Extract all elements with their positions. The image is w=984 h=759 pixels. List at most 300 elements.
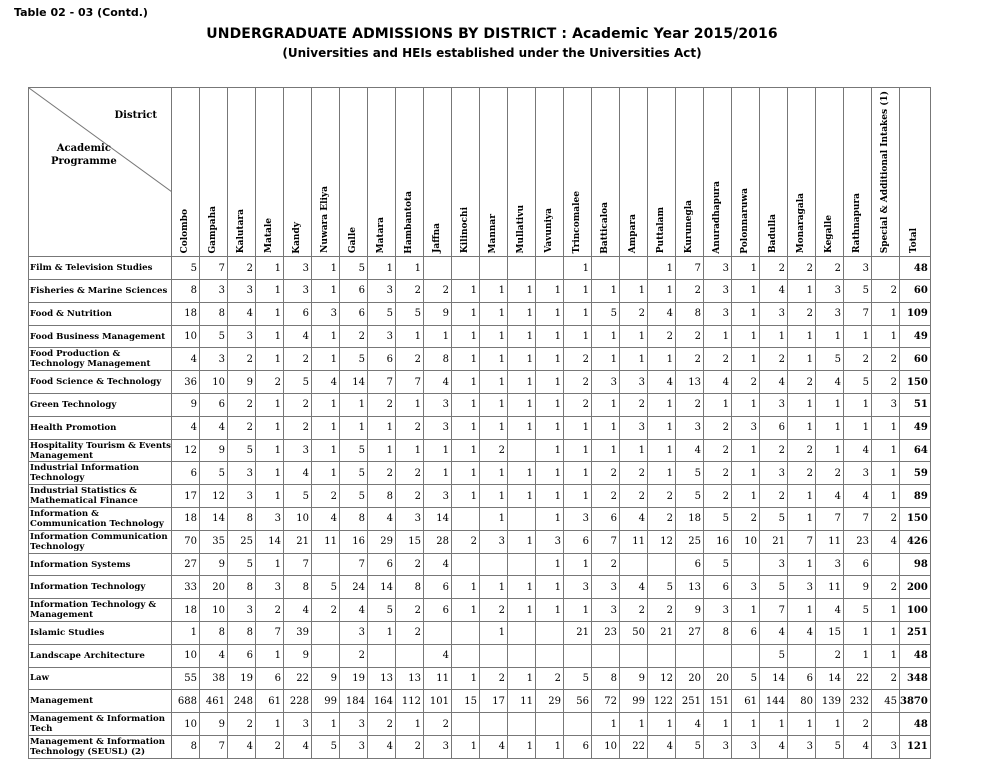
district-count-cell: 10 — [592, 735, 620, 758]
district-count-cell: 1 — [760, 713, 788, 736]
district-count-cell: 151 — [704, 690, 732, 713]
district-count-cell: 7 — [816, 508, 844, 531]
district-count-cell: 1 — [480, 485, 508, 508]
district-count-cell — [536, 257, 564, 280]
district-count-cell: 1 — [312, 280, 340, 303]
district-count-cell: 1 — [396, 257, 424, 280]
district-count-cell: 8 — [424, 348, 452, 371]
district-count-cell: 3 — [228, 485, 256, 508]
district-count-cell: 5 — [312, 735, 340, 758]
district-count-cell: 8 — [200, 302, 228, 325]
district-count-cell: 2 — [872, 280, 900, 303]
district-count-cell: 1 — [844, 325, 872, 348]
district-count-cell: 1 — [788, 485, 816, 508]
corner-diagonal — [29, 88, 172, 192]
district-count-cell: 1 — [592, 394, 620, 417]
district-count-cell: 4 — [424, 371, 452, 394]
district-count-cell: 1 — [648, 416, 676, 439]
district-count-cell: 1 — [452, 599, 480, 622]
district-count-cell — [452, 644, 480, 667]
district-count-cell: 9 — [676, 599, 704, 622]
district-count-cell: 24 — [340, 576, 368, 599]
district-count-cell: 5 — [228, 439, 256, 462]
table-row — [29, 416, 931, 439]
district-count-cell: 33 — [172, 576, 200, 599]
district-count-cell: 3 — [620, 371, 648, 394]
district-count-cell — [368, 644, 396, 667]
district-count-cell: 1 — [452, 735, 480, 758]
district-count-cell — [452, 622, 480, 645]
district-count-cell: 5 — [844, 599, 872, 622]
district-count-cell: 1 — [452, 576, 480, 599]
district-count-cell: 122 — [648, 690, 676, 713]
district-count-cell: 1 — [508, 599, 536, 622]
district-count-cell: 17 — [172, 485, 200, 508]
district-count-cell: 1 — [480, 280, 508, 303]
table-row — [29, 553, 931, 576]
district-count-cell: 2 — [676, 280, 704, 303]
column-header-label: Puttalam — [656, 207, 666, 254]
district-count-cell: 9 — [620, 667, 648, 690]
district-count-cell: 4 — [424, 553, 452, 576]
table-row — [29, 257, 931, 280]
district-count-cell — [312, 553, 340, 576]
column-header-label: Jaffna — [432, 223, 442, 254]
district-count-cell: 4 — [368, 508, 396, 531]
district-count-cell — [508, 553, 536, 576]
programme-name: Information Communication Technology — [29, 530, 172, 553]
district-count-cell: 2 — [760, 439, 788, 462]
district-count-cell: 1 — [452, 485, 480, 508]
district-count-cell: 4 — [788, 622, 816, 645]
district-count-cell: 1 — [564, 439, 592, 462]
district-count-cell: 1 — [452, 416, 480, 439]
district-count-cell: 5 — [200, 462, 228, 485]
district-count-cell: 2 — [480, 439, 508, 462]
district-count-cell — [648, 644, 676, 667]
programme-name: Management & Information Technology (SEUSL) (2) — [29, 735, 172, 758]
district-count-cell: 4 — [284, 735, 312, 758]
district-count-cell: 1 — [368, 622, 396, 645]
column-header-21 — [760, 88, 788, 257]
programme-name: Fisheries & Marine Sciences — [29, 280, 172, 303]
district-count-cell: 1 — [480, 462, 508, 485]
district-count-cell: 5 — [340, 348, 368, 371]
district-count-cell: 1 — [592, 348, 620, 371]
district-count-cell: 228 — [284, 690, 312, 713]
column-header-25 — [872, 88, 900, 257]
district-count-cell: 99 — [620, 690, 648, 713]
district-count-cell: 1 — [480, 302, 508, 325]
district-count-cell: 8 — [200, 622, 228, 645]
column-header-24 — [844, 88, 872, 257]
table-row — [29, 690, 931, 713]
programme-name: Food & Nutrition — [29, 302, 172, 325]
district-count-cell: 1 — [508, 576, 536, 599]
district-count-cell: 1 — [732, 325, 760, 348]
district-count-cell: 1 — [732, 348, 760, 371]
district-count-cell: 1 — [256, 394, 284, 417]
district-count-cell: 2 — [704, 462, 732, 485]
district-count-cell: 1 — [648, 439, 676, 462]
district-count-cell: 7 — [200, 257, 228, 280]
programme-name: Management — [29, 690, 172, 713]
district-count-cell: 5 — [816, 735, 844, 758]
district-count-cell: 5 — [732, 667, 760, 690]
table-row — [29, 622, 931, 645]
district-count-cell: 5 — [368, 599, 396, 622]
district-count-cell: 1 — [508, 325, 536, 348]
district-count-cell — [480, 553, 508, 576]
district-count-cell: 5 — [284, 485, 312, 508]
district-count-cell: 4 — [368, 735, 396, 758]
district-count-cell: 1 — [396, 325, 424, 348]
district-count-cell: 3 — [564, 508, 592, 531]
district-count-cell: 18 — [172, 302, 200, 325]
district-count-cell — [872, 553, 900, 576]
district-count-cell: 1 — [312, 348, 340, 371]
district-count-cell: 3 — [256, 508, 284, 531]
district-count-cell: 1 — [564, 599, 592, 622]
district-count-cell: 36 — [172, 371, 200, 394]
district-count-cell: 1 — [480, 622, 508, 645]
district-count-cell: 1 — [704, 325, 732, 348]
district-count-cell: 6 — [592, 508, 620, 531]
district-count-cell: 1 — [648, 462, 676, 485]
district-count-cell: 1 — [256, 462, 284, 485]
district-count-cell: 1 — [732, 394, 760, 417]
district-count-cell: 3 — [732, 576, 760, 599]
district-count-cell: 1 — [872, 485, 900, 508]
district-count-cell: 3 — [424, 394, 452, 417]
district-count-cell: 5 — [396, 302, 424, 325]
district-count-cell: 55 — [172, 667, 200, 690]
district-count-cell: 3 — [284, 257, 312, 280]
district-count-cell: 4 — [648, 302, 676, 325]
district-count-cell: 2 — [760, 485, 788, 508]
district-count-cell: 11 — [620, 530, 648, 553]
programme-name: Law — [29, 667, 172, 690]
column-header-10 — [452, 88, 480, 257]
district-count-cell: 2 — [284, 348, 312, 371]
row-total-cell: 60 — [900, 280, 931, 303]
district-count-cell: 5 — [172, 257, 200, 280]
district-count-cell: 2 — [228, 394, 256, 417]
district-count-cell: 2 — [284, 394, 312, 417]
district-count-cell: 1 — [368, 257, 396, 280]
district-count-cell: 5 — [592, 302, 620, 325]
district-count-cell: 3 — [760, 302, 788, 325]
district-count-cell: 14 — [760, 667, 788, 690]
table-row — [29, 508, 931, 531]
district-count-cell: 2 — [816, 462, 844, 485]
column-header-label: Anuradhapura — [712, 180, 722, 254]
main-title: UNDERGRADUATE ADMISSIONS BY DISTRICT : Academic Year 2015/2016 — [206, 26, 778, 42]
district-count-cell: 4 — [816, 599, 844, 622]
programme-name: Health Promotion — [29, 416, 172, 439]
district-count-cell: 5 — [340, 485, 368, 508]
district-count-cell: 6 — [368, 348, 396, 371]
district-count-cell: 6 — [284, 302, 312, 325]
district-count-cell: 3 — [424, 416, 452, 439]
district-count-cell: 2 — [704, 485, 732, 508]
district-count-cell: 232 — [844, 690, 872, 713]
district-count-cell: 1 — [452, 371, 480, 394]
district-count-cell: 1 — [844, 416, 872, 439]
district-count-cell: 3 — [284, 713, 312, 736]
district-count-cell: 9 — [200, 553, 228, 576]
table-body — [29, 257, 931, 759]
district-count-cell: 12 — [172, 439, 200, 462]
district-count-cell: 1 — [648, 713, 676, 736]
programme-name: Industrial Information Technology — [29, 462, 172, 485]
district-count-cell: 7 — [396, 371, 424, 394]
district-count-cell: 1 — [340, 416, 368, 439]
district-count-cell: 6 — [368, 553, 396, 576]
district-label: District — [114, 110, 157, 121]
district-count-cell: 1 — [256, 302, 284, 325]
district-count-cell: 1 — [452, 394, 480, 417]
column-header-label: Rathnapura — [852, 193, 862, 254]
district-count-cell: 7 — [368, 371, 396, 394]
district-count-cell: 14 — [424, 508, 452, 531]
district-count-cell: 1 — [564, 485, 592, 508]
district-count-cell — [452, 257, 480, 280]
district-count-cell — [480, 644, 508, 667]
district-count-cell: 1 — [536, 439, 564, 462]
programme-name: Management & Information Tech — [29, 713, 172, 736]
column-header-12 — [508, 88, 536, 257]
district-count-cell — [424, 257, 452, 280]
district-count-cell — [872, 257, 900, 280]
district-count-cell: 1 — [256, 485, 284, 508]
district-count-cell: 4 — [620, 508, 648, 531]
district-count-cell: 5 — [228, 553, 256, 576]
district-count-cell: 2 — [676, 325, 704, 348]
district-count-cell: 6 — [200, 394, 228, 417]
table-row — [29, 348, 931, 371]
district-count-cell: 2 — [620, 302, 648, 325]
district-count-cell: 4 — [200, 416, 228, 439]
column-header-label: Kandy — [292, 221, 302, 254]
column-header-26 — [900, 88, 931, 257]
district-count-cell: 1 — [592, 325, 620, 348]
district-count-cell: 1 — [452, 302, 480, 325]
column-header-17 — [648, 88, 676, 257]
district-count-cell: 5 — [760, 644, 788, 667]
district-count-cell: 2 — [592, 462, 620, 485]
district-count-cell: 4 — [228, 735, 256, 758]
district-count-cell: 1 — [508, 371, 536, 394]
district-count-cell: 12 — [648, 530, 676, 553]
column-header-23 — [816, 88, 844, 257]
district-count-cell: 1 — [732, 439, 760, 462]
district-count-cell: 9 — [200, 713, 228, 736]
district-count-cell: 1 — [816, 416, 844, 439]
district-count-cell: 2 — [396, 462, 424, 485]
column-header-label: Galle — [348, 227, 358, 254]
programme-name: Islamic Studies — [29, 622, 172, 645]
district-count-cell: 5 — [564, 667, 592, 690]
district-count-cell: 1 — [256, 713, 284, 736]
district-count-cell — [732, 553, 760, 576]
district-count-cell: 2 — [368, 713, 396, 736]
district-count-cell: 1 — [788, 348, 816, 371]
district-count-cell: 1 — [788, 553, 816, 576]
district-count-cell: 8 — [704, 622, 732, 645]
district-count-cell: 1 — [312, 257, 340, 280]
column-header-label: Special & Additional Intakes (1) — [880, 91, 890, 254]
district-count-cell: 8 — [368, 485, 396, 508]
corner-header-cell — [29, 88, 172, 257]
district-count-cell: 1 — [536, 462, 564, 485]
row-total-cell: 49 — [900, 325, 931, 348]
district-count-cell: 22 — [284, 667, 312, 690]
district-count-cell: 3 — [844, 257, 872, 280]
district-count-cell: 2 — [732, 508, 760, 531]
district-count-cell: 1 — [648, 394, 676, 417]
district-count-cell: 6 — [788, 667, 816, 690]
district-count-cell — [508, 622, 536, 645]
district-count-cell: 1 — [480, 394, 508, 417]
district-count-cell: 1 — [564, 553, 592, 576]
district-count-cell: 3 — [340, 713, 368, 736]
district-count-cell: 3 — [704, 735, 732, 758]
district-count-cell: 70 — [172, 530, 200, 553]
district-count-cell: 1 — [508, 416, 536, 439]
table-row — [29, 576, 931, 599]
district-count-cell: 1 — [508, 530, 536, 553]
district-count-cell — [508, 713, 536, 736]
column-header-label: Gampaha — [208, 205, 218, 254]
district-count-cell: 2 — [340, 325, 368, 348]
district-count-cell: 2 — [424, 713, 452, 736]
district-count-cell: 3 — [788, 735, 816, 758]
district-count-cell: 2 — [396, 280, 424, 303]
district-count-cell: 1 — [564, 416, 592, 439]
district-count-cell: 11 — [816, 530, 844, 553]
district-count-cell: 4 — [620, 576, 648, 599]
column-header-label: Monaragala — [796, 192, 806, 254]
district-count-cell: 2 — [704, 416, 732, 439]
programme-name: Hospitality Tourism & Events Management — [30, 440, 171, 461]
district-count-cell: 1 — [536, 553, 564, 576]
district-count-cell: 4 — [172, 348, 200, 371]
district-count-cell: 3 — [424, 485, 452, 508]
district-count-cell: 4 — [816, 371, 844, 394]
district-count-cell: 5 — [648, 576, 676, 599]
district-count-cell: 5 — [704, 553, 732, 576]
district-count-cell — [452, 553, 480, 576]
table-row — [29, 485, 931, 508]
column-header-8 — [396, 88, 424, 257]
district-count-cell: 10 — [732, 530, 760, 553]
district-count-cell: 2 — [396, 622, 424, 645]
admissions-table — [28, 87, 931, 759]
district-count-cell: 11 — [508, 690, 536, 713]
district-count-cell: 3 — [592, 599, 620, 622]
district-count-cell — [676, 644, 704, 667]
district-count-cell: 1 — [872, 302, 900, 325]
district-count-cell: 1 — [480, 348, 508, 371]
district-count-cell: 14 — [256, 530, 284, 553]
district-count-cell: 2 — [760, 348, 788, 371]
district-count-cell: 1 — [788, 508, 816, 531]
district-count-cell: 5 — [844, 371, 872, 394]
district-count-cell: 3 — [704, 257, 732, 280]
district-count-cell: 20 — [704, 667, 732, 690]
district-count-cell: 1 — [592, 713, 620, 736]
district-count-cell: 2 — [788, 371, 816, 394]
district-count-cell: 3 — [676, 416, 704, 439]
district-count-cell: 184 — [340, 690, 368, 713]
column-header-3 — [256, 88, 284, 257]
district-count-cell: 2 — [704, 439, 732, 462]
district-count-cell: 3 — [872, 735, 900, 758]
district-count-cell: 29 — [368, 530, 396, 553]
district-count-cell: 1 — [620, 348, 648, 371]
district-count-cell: 7 — [284, 553, 312, 576]
programme-name: Information & Communication Technology — [29, 508, 172, 531]
programme-name: Landscape Architecture — [29, 644, 172, 667]
programme-label — [51, 142, 117, 168]
district-count-cell: 2 — [396, 735, 424, 758]
district-count-cell — [620, 644, 648, 667]
district-count-cell: 1 — [816, 325, 844, 348]
district-count-cell: 1 — [536, 599, 564, 622]
column-header-label: Ampara — [628, 214, 638, 254]
district-count-cell: 2 — [872, 371, 900, 394]
district-count-cell: 10 — [172, 325, 200, 348]
district-count-cell: 1 — [508, 667, 536, 690]
district-count-cell: 8 — [172, 735, 200, 758]
district-count-cell: 1 — [312, 439, 340, 462]
district-count-cell: 3 — [228, 599, 256, 622]
district-count-cell — [452, 508, 480, 531]
district-count-cell: 38 — [200, 667, 228, 690]
district-count-cell: 3 — [816, 280, 844, 303]
row-total-cell: 59 — [900, 462, 931, 485]
district-count-cell: 20 — [200, 576, 228, 599]
district-count-cell: 4 — [340, 599, 368, 622]
district-count-cell: 2 — [228, 416, 256, 439]
district-count-cell: 3 — [200, 280, 228, 303]
district-count-cell: 4 — [816, 485, 844, 508]
district-count-cell: 2 — [228, 257, 256, 280]
programme-name: Green Technology — [29, 394, 172, 417]
district-count-cell: 1 — [424, 439, 452, 462]
district-count-cell: 1 — [732, 302, 760, 325]
table-row — [29, 462, 931, 485]
district-count-cell: 1 — [536, 325, 564, 348]
district-count-cell: 14 — [368, 576, 396, 599]
district-count-cell: 9 — [312, 667, 340, 690]
district-count-cell: 3 — [396, 508, 424, 531]
district-count-cell: 2 — [872, 508, 900, 531]
district-count-cell: 61 — [256, 690, 284, 713]
table-row — [29, 394, 931, 417]
district-count-cell: 1 — [256, 280, 284, 303]
district-count-cell: 1 — [508, 280, 536, 303]
district-count-cell: 4 — [284, 325, 312, 348]
district-count-cell: 1 — [872, 325, 900, 348]
column-header-22 — [788, 88, 816, 257]
district-count-cell: 45 — [872, 690, 900, 713]
district-count-cell: 1 — [256, 325, 284, 348]
district-count-cell: 1 — [704, 713, 732, 736]
district-count-cell: 15 — [396, 530, 424, 553]
district-count-cell: 13 — [396, 667, 424, 690]
